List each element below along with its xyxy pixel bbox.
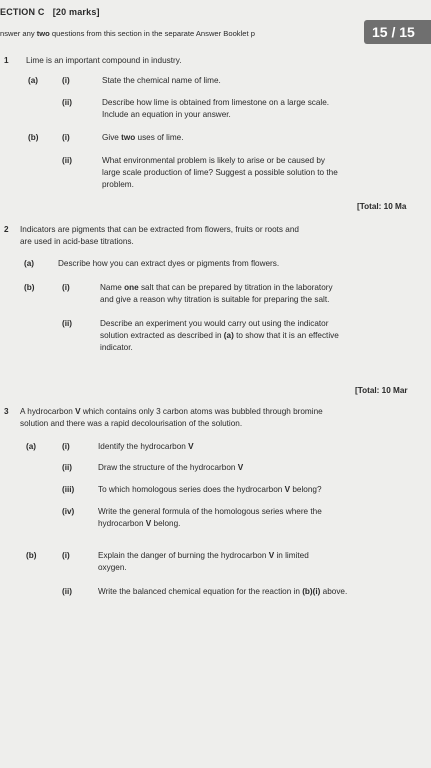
q2-b-i-line1 xyxy=(100,282,333,293)
q3-a-label: (a) xyxy=(26,442,37,451)
q1-a-i-text: State the chemical name of lime. xyxy=(102,76,221,85)
q3-b-i-post: in limited xyxy=(274,551,309,560)
q3-a-iv-line1: Write the general formula of the homologous series where the xyxy=(98,507,322,516)
section-header xyxy=(0,7,100,18)
instruction-text-rest: questions from this section in the separate Answer Booklet p xyxy=(49,29,255,38)
q2-b-ii-line2-emphasis: (a) xyxy=(223,331,234,340)
q3-a-i-pre: Identify the hydrocarbon xyxy=(98,442,189,451)
q3-a-iii-text xyxy=(98,484,322,495)
q3-a-i-text xyxy=(98,441,194,452)
q2-b-i-post: salt that can be prepared by titration in the laboratory xyxy=(138,283,333,292)
q1-b-ii-line3: problem. xyxy=(102,180,134,189)
q1-a-ii-line1: Describe how lime is obtained from limestone on a large scale. xyxy=(102,98,330,107)
q2-b-i-emphasis: one xyxy=(124,283,139,292)
q3-b-i-emphasis: V xyxy=(268,551,275,560)
q1-number: 1 xyxy=(4,56,9,65)
q2-total-marks: [Total: 10 Mar xyxy=(355,386,408,395)
q3-a-iii-emphasis: V xyxy=(284,485,291,494)
q3-a-ii-label: (ii) xyxy=(62,463,73,472)
section-marks: [20 marks] xyxy=(52,7,100,17)
q1-b-i-text xyxy=(102,132,183,143)
q1-b-i-post: uses of lime. xyxy=(135,133,184,142)
instruction-emphasis: two xyxy=(36,29,50,38)
section-instruction xyxy=(0,28,255,39)
q3-b-i-label: (i) xyxy=(62,551,70,560)
q2-b-i-line2: and give a reason why titration is suitable for preparing the salt. xyxy=(100,295,330,304)
q3-b-ii-emphasis: (b)(i) xyxy=(302,587,321,596)
q3-a-iv-line2 xyxy=(98,518,180,529)
q2-b-ii-line1: Describe an experiment you would carry out using the indicator xyxy=(100,319,329,328)
q2-b-label: (b) xyxy=(24,283,35,292)
q3-a-ii-text xyxy=(98,462,243,473)
q2-b-i-label: (i) xyxy=(62,283,70,292)
q2-b-ii-label: (ii) xyxy=(62,319,73,328)
q2-intro-line1: Indicators are pigments that can be extracted from flowers, fruits or roots and xyxy=(20,225,299,234)
q3-a-iv-line2-pre: hydrocarbon xyxy=(98,519,146,528)
q3-b-i-pre: Explain the danger of burning the hydrocarbon xyxy=(98,551,269,560)
q1-b-ii-line1: What environmental problem is likely to arise or be caused by xyxy=(102,156,325,165)
q1-total-marks: [Total: 10 Ma xyxy=(357,202,407,211)
instruction-text: nswer any xyxy=(0,29,37,38)
q2-a-text: Describe how you can extract dyes or pigments from flowers. xyxy=(58,259,280,268)
q1-a-ii-line2: Include an equation in your answer. xyxy=(102,110,231,119)
q1-b-i-emphasis: two xyxy=(121,133,136,142)
q3-intro-pre: A hydrocarbon xyxy=(20,407,76,416)
q1-b-i-label: (i) xyxy=(62,133,70,142)
q1-b-ii-line2: large scale production of lime? Suggest a possible solution to the xyxy=(102,168,338,177)
q2-b-i-pre: Name xyxy=(100,283,125,292)
q3-a-iv-label: (iv) xyxy=(62,507,75,516)
q3-a-iii-post: belong? xyxy=(290,485,322,494)
q3-a-iii-pre: To which homologous series does the hydrocarbon xyxy=(98,485,285,494)
q1-a-ii-label: (ii) xyxy=(62,98,73,107)
q3-a-iv-line2-post: belong. xyxy=(151,519,181,528)
page-indicator: 15 / 15 xyxy=(364,20,431,44)
q1-a-label: (a) xyxy=(28,76,39,85)
q3-b-ii-text xyxy=(98,586,347,597)
q2-intro-line2: are used in acid-base titrations. xyxy=(20,237,134,246)
q2-number: 2 xyxy=(4,225,9,234)
q2-b-ii-line2-post: to show that it is an effective xyxy=(233,331,339,340)
q1-a-i-label: (i) xyxy=(62,76,70,85)
q3-a-i-emphasis: V xyxy=(188,442,194,451)
q1-b-label: (b) xyxy=(28,133,39,142)
q3-a-i-label: (i) xyxy=(62,442,70,451)
q3-intro-line1 xyxy=(20,406,323,417)
q1-b-ii-label: (ii) xyxy=(62,156,73,165)
q3-b-label: (b) xyxy=(26,551,37,560)
q3-a-iv-line2-emphasis: V xyxy=(145,519,152,528)
q3-b-i-line2: oxygen. xyxy=(98,563,127,572)
q2-b-ii-line2 xyxy=(100,330,339,341)
q3-intro-line2: solution and there was a rapid decolourisation of the solution. xyxy=(20,419,243,428)
q3-a-ii-pre: Draw the structure of the hydrocarbon xyxy=(98,463,238,472)
q3-b-ii-pre: Write the balanced chemical equation for the reaction in xyxy=(98,587,303,596)
q3-number: 3 xyxy=(4,407,9,416)
q1-intro: Lime is an important compound in industry. xyxy=(26,56,182,65)
q3-b-ii-label: (ii) xyxy=(62,587,73,596)
q3-a-ii-emphasis: V xyxy=(237,463,244,472)
q3-b-i-line1 xyxy=(98,550,309,561)
q1-b-i-pre: Give xyxy=(102,133,122,142)
q2-b-ii-line3: indicator. xyxy=(100,343,133,352)
q3-a-iii-label: (iii) xyxy=(62,485,75,494)
q3-intro-emphasis: V xyxy=(75,407,81,416)
section-title: ECTION C xyxy=(0,7,45,17)
q2-b-ii-line2-pre: solution extracted as described in xyxy=(100,331,224,340)
q3-intro-post: which contains only 3 carbon atoms was bubbled through bromine xyxy=(80,407,323,416)
q2-a-label: (a) xyxy=(24,259,35,268)
q3-b-ii-post: above. xyxy=(320,587,348,596)
